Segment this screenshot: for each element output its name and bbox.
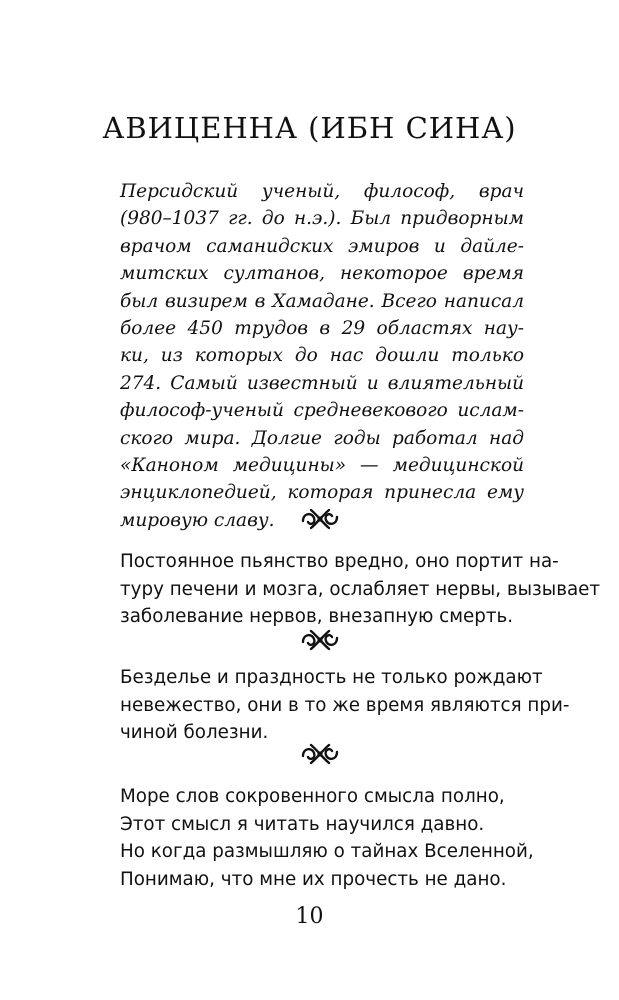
fleuron-icon bbox=[299, 507, 341, 531]
bio-line: философ-ученый средневекового ислам- bbox=[120, 400, 524, 422]
page-number: 10 bbox=[295, 904, 324, 929]
quote-line: туру печени и мозга, ослабляет нервы, вызывает bbox=[120, 578, 601, 600]
quote-line: Постоянное пьянство вредно, оно портит на- bbox=[120, 551, 559, 572]
bio-line: был визирем в Хамадане. Всего написал bbox=[120, 290, 524, 312]
bio-line: мировую славу. bbox=[120, 509, 275, 531]
bio-line: более 450 трудов в 29 областях нау- bbox=[120, 317, 524, 339]
quote-line: невежество, они в то же время являются при- bbox=[120, 694, 570, 716]
poem-line: Море слов сокровенного смысла полно, bbox=[120, 786, 505, 807]
page-title: АВИЦЕННА (ИБН СИНА) bbox=[102, 111, 517, 145]
bio-line: врачом саманидских эмиров и дайле- bbox=[120, 235, 524, 257]
fleuron-icon bbox=[299, 742, 341, 766]
quote-line: Безделье и праздность не только рождают bbox=[120, 667, 543, 688]
quote-line: заболевание нервов, внезапную смерть. bbox=[120, 606, 514, 628]
fleuron-icon bbox=[299, 628, 341, 652]
bio-line: энциклопедией, которая принесла ему bbox=[120, 482, 524, 504]
bio-line: ского мира. Долгие годы работал над bbox=[120, 427, 524, 449]
bio-line: (980–1037 гг. до н.э.). Был придворным bbox=[120, 208, 524, 230]
bio-line: ки, из которых до нас дошли только bbox=[120, 345, 524, 367]
quote-line: чиной болезни. bbox=[120, 722, 269, 744]
poem-line: Понимаю, что мне их прочесть не дано. bbox=[120, 868, 507, 890]
poem-line: Но когда размышляю о тайнах Вселенной, bbox=[120, 841, 534, 863]
bio-line: митских султанов, некоторое время bbox=[120, 263, 524, 285]
quote-paragraph-1 bbox=[120, 548, 601, 631]
bio-line: 274. Самый известный и влиятельный bbox=[120, 372, 524, 394]
biography-paragraph bbox=[120, 178, 524, 534]
bio-line: Персидский ученый, философ, врач bbox=[120, 181, 524, 202]
poem-line: Этот смысл я читать научился давно. bbox=[120, 813, 485, 835]
bio-line: «Каноном медицины» — медицинской bbox=[120, 454, 524, 476]
poem-stanza bbox=[120, 783, 534, 893]
quote-paragraph-2 bbox=[120, 664, 570, 747]
